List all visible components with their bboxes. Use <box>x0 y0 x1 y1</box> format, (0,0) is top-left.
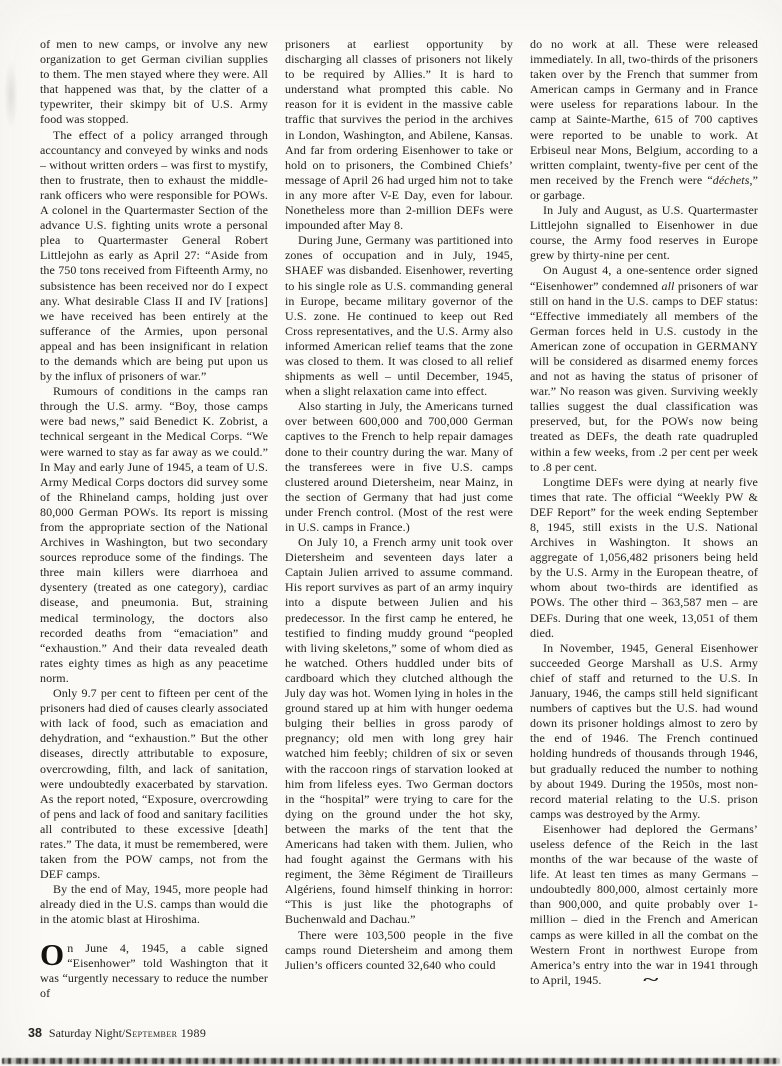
paragraph: of men to new camps, or involve any new organization to get German civilian supplies to them. The men stayed where they were. All that happened was that, by the clatter of a typewriter, their skimpy bit of U.S. Army food was stopped. <box>40 37 268 127</box>
paragraph: Longtime DEFs were dying at nearly five times that rate. The official “Weekly PW & DEF Report” for the week ending September 8, 1945, still exists in the U.S. National Archives in Washington. It shows an aggregate of 1,056,482 prisoners being held by the U.S. Army in the European theatre, of whom about two-thirds are identified as POWs. The other third – 363,587 men – are DEFs. During that one week, 13,051 of them died. <box>530 474 758 640</box>
paragraph: Eisenhower had deplored the Germans’ useless defence of the Reich in the last months of the war because of the waste of life. At least ten times as many Germans – undoubtedly 800,000, almost certainly more than 900,000, and quite probably over 1-million – died in the French and American camps as were killed in all the combat on the Western Front in northwest Europe from America’s entry into the war in 1941 through to April, 1945. ~ <box>530 821 758 989</box>
paragraph: On August 4, a one-sentence order signed “Eisenhower” condemned all prisoners of war still on hand in the U.S. camps to DEF status: “Effective immediately all members of the German forces held in U.S. custody in the American zone of occupation in GERMANY will be considered as disarmed enemy forces and not as having the status of prisoner of war.” No reason was given. Surviving weekly tallies suggest the dual classification was preserved, but, for the POWs now being treated as DEFs, the death rate quadrupled within a few weeks, from .2 per cent per week to .8 per cent. <box>530 263 758 474</box>
text-column-right <box>530 37 758 1012</box>
text-column-center <box>285 37 513 1012</box>
paragraph: By the end of May, 1945, more people had already died in the U.S. camps than would die in the atomic blast at Hiroshima. <box>40 882 268 927</box>
page-footer <box>28 1026 206 1041</box>
magazine-title: Saturday Night <box>48 1026 122 1040</box>
paragraph: Also starting in July, the Americans turned over between 600,000 and 700,000 German captives to the French to help repair damages done to their country during the war. Many of the transferees were in five U.S. camps clustered around Dietersheim, near Mainz, in the section of Germany that had just come under French control. (Most of the rest were in U.S. camps in France.) <box>285 399 513 534</box>
paragraph: In November, 1945, General Eisenhower succeeded George Marshall as U.S. Army chief of staff and returned to the U.S. In January, 1946, the camps still held significant numbers of captives but the U.S. had wound down its prisoner holdings almost to zero by the end of 1946. The French continued holding hundreds of thousands through 1946, but gradually reduced the number to nothing by about 1949. During the 1950s, most non-record material relating to the U.S. prison camps was destroyed by the Army. <box>530 640 758 821</box>
article-body <box>40 37 758 1012</box>
paragraph: prisoners at earliest opportunity by discharging all classes of prisoners not likely to be required by Allies.” It is hard to understand what prompted this cable. No reason for it is evident in the massive cable traffic that survives the period in the archives in London, Washington, and Abilene, Kansas. And far from ordering Eisenhower to take or hold on to prisoners, the Combined Chiefs’ message of April 26 had urged him not to take in any more after V-E Day, even for labour. Nonetheless more than 2-million DEFs were impounded after May 8. <box>285 37 513 233</box>
paragraph: Rumours of conditions in the camps ran through the U.S. army. “Boy, those camps were bad news,” said Benedict K. Zobrist, a technical sergeant in the Medical Corps. “We were warned to stay as far away as we could.” In May and early June of 1945, a team of U.S. Army Medical Corps doctors did survey some of the Rhineland camps, holding just over 80,000 German POWs. Its report is missing from the appropriate section of the National Archives in Washington, but two secondary sources reproduce some of the findings. The three main killers were diarrhoea and dysentery (treated as one category), cardiac disease, and pneumonia. But, straining medical terminology, the doctors also recorded deaths from “emaciation” and “exhaustion.” And their data revealed death rates eighty times as high as any peacetime norm. <box>40 384 268 685</box>
paragraph: Only 9.7 per cent to fifteen per cent of the prisoners had died of causes clearly associated with lack of food, such as emaciation and dehydration, and “exhaustion.” But the other diseases, directly attributable to exposure, overcrowding, filth, and lack of sanitation, were undoubtedly exacerbated by starvation. As the report noted, “Exposure, overcrowding of pens and lack of food and sanitary facilities all contributed to these excessive [death] rates.” The data, it must be remembered, were taken from the POW camps, not from the DEF camps. <box>40 686 268 882</box>
paragraph: On July 10, a French army unit took over Dietersheim and seventeen days later a Captain Julien arrived to assume command. His report survives as part of an army inquiry into a dispute between Julien and his predecessor. In the first camp he entered, he testified to finding muddy ground “peopled with living skeletons,” some of whom died as he watched. Others huddled under bits of cardboard which they clutched although the July day was hot. Women lying in holes in the ground stared up at him with hunger oedema bulging their bellies in gross parody of pregnancy; old men with long grey hair watched him feebly; children of six or seven with the raccoon rings of starvation looked at him from lifeless eyes. Two German doctors in the “hospital” were trying to care for the dying on the ground under the hot sky, between the marks of the tent that the Americans had taken with them. Julien, who had fought against the Germans with his regiment, the 3ème Régiment de Tirailleurs Algériens, found himself thinking in horror: “This is just like the photographs of Buchenwald and Dachau.” <box>285 535 513 927</box>
issue-date: September 1989 <box>125 1026 207 1040</box>
paragraph: In July and August, as U.S. Quartermaster Littlejohn signalled to Eisenhower in due course, the Army food reserves in Europe grew by thirty-nine per cent. <box>530 203 758 263</box>
paragraph: On June 4, 1945, a cable signed “Eisenhower” told Washington that it was “urgently necessary to reduce the number of <box>40 936 268 1000</box>
scan-smudge-artifact <box>4 60 18 130</box>
text-column-left <box>40 37 268 1012</box>
paragraph: do no work at all. These were released immediately. In all, two-thirds of the prisoners taken over by the French that summer from American camps in Germany and in France were useless for reparations labour. In the camp at Sainte-Marthe, 615 of 700 captives were reported to be unable to work. At Erbiseul near Mons, Belgium, according to a written complaint, twenty-five per cent of the men received by the French were “déchets,” or garbage. <box>530 37 758 202</box>
paragraph: There were 103,500 people in the five camps round Dietersheim and among them Julien’s officers counted 32,640 who could <box>285 927 513 972</box>
paragraph: The effect of a policy arranged through accountancy and conveyed by winks and nods – without written orders – was first to mystify, then to frustrate, then to exhaust the middle-rank officers who were responsible for POWs. A colonel in the Quartermaster Section of the advance U.S. fighting units wrote a personal plea to Quartermaster General Robert Littlejohn as early as April 27: “Aside from the 750 tons received from Fifteenth Army, no subsistence has been received nor do I expect any. What desirable Class II and IV [rations] we have received has been entirely at the sufferance of the Armies, upon personal appeal and has been insignificant in relation to the demands which are being put upon us by the influx of prisoners of war.” <box>40 127 268 384</box>
page-number: 38 <box>28 1026 42 1040</box>
scan-edge-artifact <box>2 1058 780 1064</box>
footer-separator: / <box>121 1026 126 1040</box>
end-of-article-mark: ~ <box>642 971 658 989</box>
paragraph: During June, Germany was partitioned into zones of occupation and in July, 1945, SHAEF was disbanded. Eisenhower, reverting to his single role as U.S. commanding general in Europe, became military governor of the U.S. zone. He continued to keep out Red Cross representatives, and the U.S. Army also informed American relief teams that the zone was closed to them. It was closed to all relief shipments as well – until December, 1945, when a slight relaxation came into effect. <box>285 233 513 399</box>
drop-cap: O <box>40 936 65 972</box>
